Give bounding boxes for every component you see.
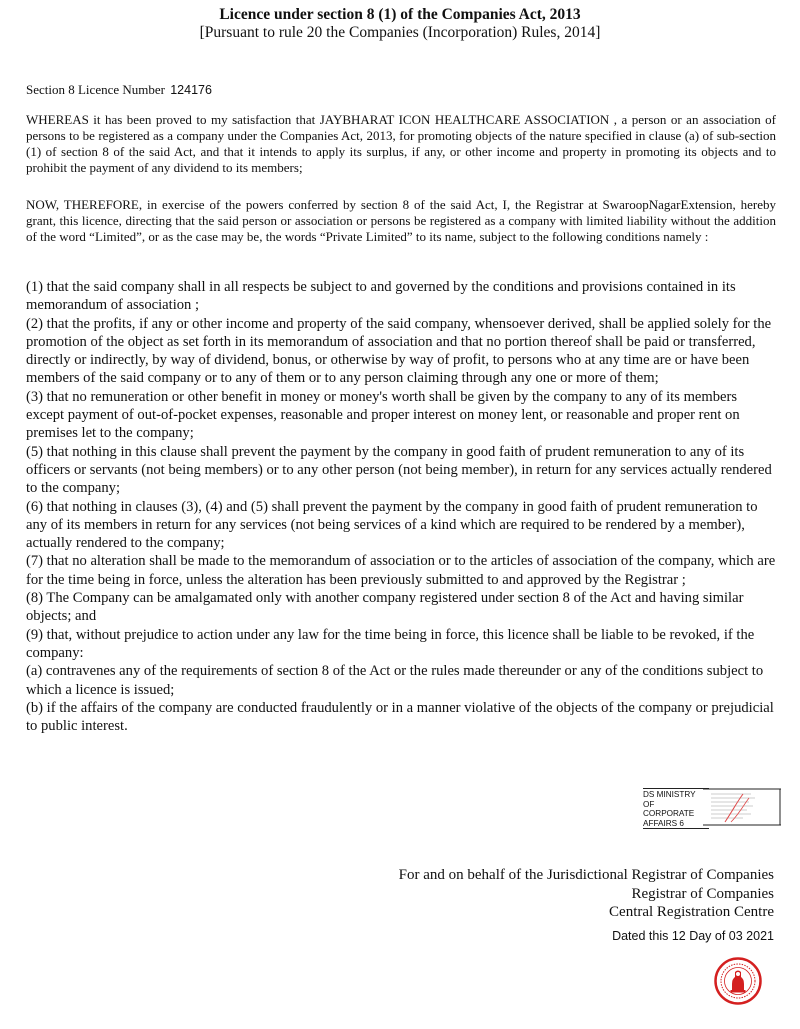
condition-item: (b) if the affairs of the company are conducted fraudulently or in a manner violative of the objects of the company or prejudicial to public interest.: [26, 699, 774, 735]
condition-item: (3) that no remuneration or other benefit in money or money's worth shall be given by the company to any of its members except payment of out-of-pocket expenses, reasonable and proper interest on money lent, or reasonable and proper rent on premises let to the company;: [26, 388, 740, 442]
footer-registrar: Registrar of Companies: [631, 885, 774, 902]
digital-signature-block: [643, 788, 780, 826]
digital-signature-line: DS MINISTRY OF: [643, 790, 696, 809]
licence-number-label: Section 8 Licence Number: [26, 82, 165, 97]
licence-number-value: 124176: [170, 83, 212, 97]
ministry-seal-icon: [714, 957, 762, 1005]
document-subtitle: [Pursuant to rule 20 the Companies (Incorporation) Rules, 2014]: [199, 24, 601, 41]
document-title: Licence under section 8 (1) of the Companies Act, 2013: [219, 6, 581, 23]
digital-signature-line: AFFAIRS 6: [643, 818, 684, 828]
dated-line: Dated this 12 Day of 03 2021: [612, 929, 774, 943]
footer-centre: Central Registration Centre: [609, 904, 774, 920]
condition-item: (2) that the profits, if any or other income and property of the said company, whensoever derived, shall be applied solely for the promotion of the object as set forth in its memorandum of association and that no portion thereof shall be paid or transferred, directly or indirectly, by way of dividend, bonus, or otherwise by way of profit, to persons who at any time are or have been members of the said company or to any of them or to any person claiming through any one or more of them;: [26, 315, 772, 387]
footer-block: [399, 866, 774, 922]
footer-on-behalf: For and on behalf of the Jurisdictional Registrar of Companies: [398, 867, 774, 883]
licence-number-line: [26, 82, 212, 98]
condition-item: (9) that, without prejudice to action under any law for the time being in force, this licence shall be liable to be revoked, if the company:: [26, 626, 755, 661]
condition-item: (8) The Company can be amalgamated only with another company registered under section 8 of the Act and having similar objects; and: [26, 590, 744, 625]
condition-item: (7) that no alteration shall be made to the memorandum of association or to the articles of association of the company, which are for the time being in force, unless the alteration has been previously submitted to and approved by the Registrar ;: [26, 553, 776, 588]
now-therefore-paragraph: NOW, THEREFORE, in exercise of the powers conferred by section 8 of the said Act, I, the Registrar at SwaroopNagarExtension, hereby grant, this licence, directing that the said person or association or persons be registered as a company with limited liability without the addition of the word “Limited”, or as the case may be, the words “Private Limited” to its name, subject to the following conditions namely :: [26, 197, 776, 244]
condition-item: (1) that the said company shall in all respects be subject to and governed by the conditions and provisions contained in its memorandum of association ;: [26, 279, 736, 314]
condition-item: (6) that nothing in clauses (3), (4) and (5) shall prevent the payment by the company in good faith of prudent remuneration to any of its members in return for any services (not being services of a kind which are required to be rendered by a member), actually rendered to the company;: [26, 498, 758, 552]
digital-signature-line: CORPORATE: [643, 809, 695, 819]
whereas-paragraph: WHEREAS it has been proved to my satisfaction that JAYBHARAT ICON HEALTHCARE ASSOCIATION , a person or an association of persons to be registered as a company under the Companies Act, 2013, for promoting objects of the nature specified in clause (a) of sub-section (1) of section 8 of the said Act, and that it intends to apply its surplus, if any, or other income and property in promoting its objects and to prohibit the payment of any dividend to its members;: [26, 112, 776, 175]
conditions-list: [26, 278, 778, 735]
condition-item: (a) contravenes any of the requirements of section 8 of the Act or the rules made thereunder or any of the conditions subject to which a licence is issued;: [26, 663, 764, 698]
digital-signature-text: [643, 788, 709, 829]
condition-item: (5) that nothing in this clause shall prevent the payment by the company in good faith of prudent remuneration to any of its officers or servants (not being members) or to any other person (not being member), in return for any services actually rendered to the company;: [26, 443, 772, 497]
signature-scribble-icon: [703, 788, 781, 826]
